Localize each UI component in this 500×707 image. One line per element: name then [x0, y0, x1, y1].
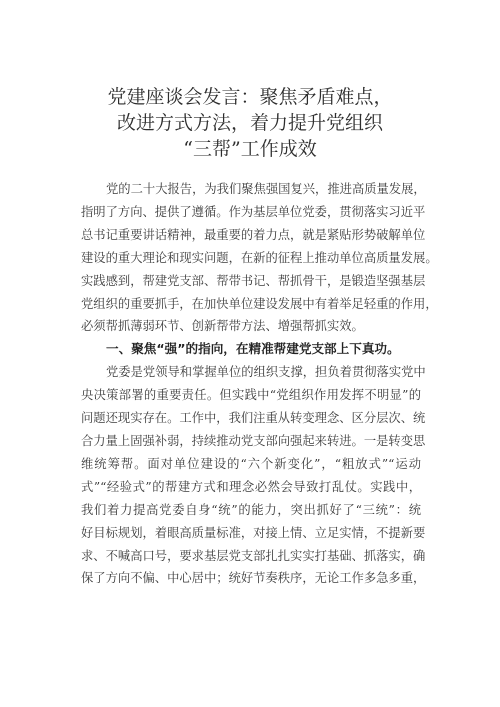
text-line: 党的二十大报告，为我们聚焦强国复兴，推进高质量发展，	[106, 182, 426, 196]
text-line: 保了方向不偏、中心居中；统好节奏秩序，无论工作多急多重，	[81, 571, 426, 586]
text-line: 指明了方向、提供了遵循。作为基层单位党委，贯彻落实习近平	[81, 204, 426, 219]
text-line: 式”“经验式”的帮建方式和理念必然会导致打乱仗。实践中，	[81, 479, 421, 494]
text-line: 建设的重大理论和现实问题，在新的征程上推动单位高质量发展。	[81, 250, 438, 265]
text-line: 我们着力提高党委自身“统”的能力，突出抓好了“三统”：统	[81, 502, 421, 517]
paragraph-intro	[81, 178, 438, 338]
text-line: 必须帮抓薄弱环节、创新帮带方法、增强帮抓实效。	[81, 319, 364, 334]
text-line: 党组织的重要抓手，在加快单位建设发展中有着举足轻重的作用，	[81, 296, 438, 311]
text-line: 央决策部署的重要责任。但实践中“党组织作用发挥不明显”的	[81, 388, 421, 403]
title-line: 党建座谈会发言：聚焦矛盾难点，	[107, 86, 393, 108]
text-line: 总书记重要讲话精神，最重要的着力点，就是紧贴形势破解单位	[81, 227, 426, 242]
document-body	[81, 178, 438, 590]
title-line: 改进方式方法，着力提升党组织	[116, 112, 383, 134]
text-line: 实践感到，帮建党支部、帮带书记、帮抓骨干，是锻造坚强基层	[81, 273, 426, 288]
paragraph-section1	[81, 361, 426, 590]
text-line: 求、不喊高口号，要求基层党支部扎扎实实打基础、抓落实，确	[81, 548, 426, 563]
text-line: 合力量上固强补弱，持续推动党支部向强起来转进。一是转变思	[81, 433, 426, 448]
text-line: 问题还现实存在。工作中，我们注重从转变理念、区分层次、统	[81, 411, 426, 426]
document-title	[0, 84, 500, 162]
text-line: 好目标规划，着眼高质量标准，对接上情、立足实情，不提新要	[81, 525, 426, 540]
text-line: 党委是党领导和掌握单位的组织支撑，担负着贯彻落实党中	[106, 365, 426, 380]
title-line: “三帮”工作成效	[183, 138, 317, 160]
text-line: 维统筹帮。面对单位建设的“六个新变化”，“粗放式”“运动	[81, 456, 421, 471]
section-heading: 一、聚焦“强”的指向，在精准帮建党支部上下真功。	[106, 341, 400, 357]
